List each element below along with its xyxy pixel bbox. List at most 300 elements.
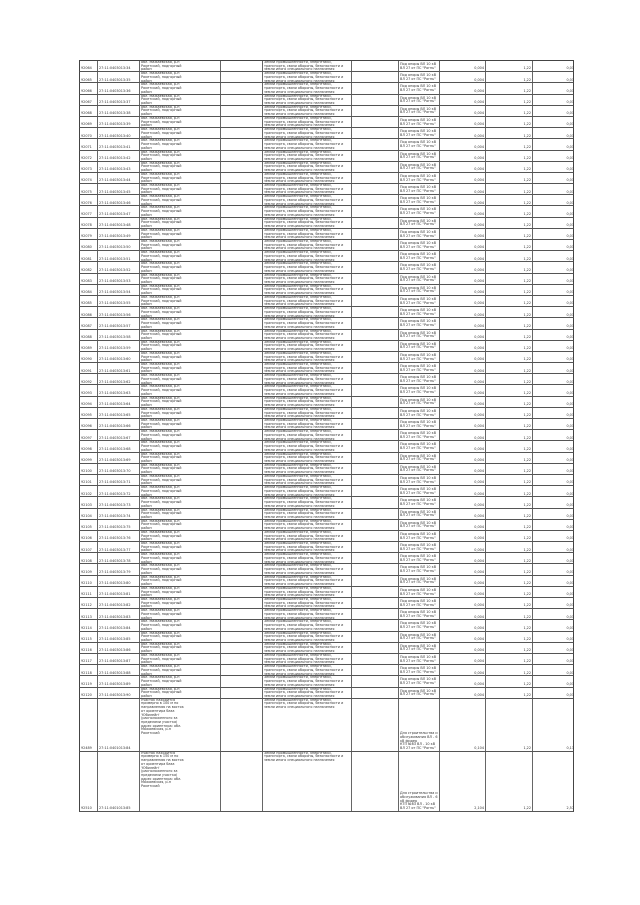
price-cell-line: 1,22 [523, 334, 531, 339]
land-category-cell [263, 497, 352, 507]
permitted-use-cell-line: Под опоры ВЛ 10 кВ [400, 464, 437, 469]
permitted-use-cell [399, 374, 440, 384]
total-cell-line: 0,01 [566, 155, 574, 160]
total-cell [533, 151, 575, 161]
land-category-cell [263, 475, 352, 485]
total-cell [533, 195, 575, 205]
location-cell-line: обл. Мажаевская, р-н [141, 586, 180, 590]
total-cell [533, 352, 575, 362]
location-cell-line: район [141, 526, 152, 530]
location-cell-line: район [141, 604, 152, 609]
price-cell [486, 408, 533, 418]
location-cell-line: Ракетский, подгорный [141, 197, 182, 202]
location-cell-line: обл. Мажаевская, р-н [141, 262, 180, 266]
blank-cell [352, 262, 399, 272]
price-cell [486, 699, 533, 751]
permitted-use-cell [399, 385, 440, 395]
land-category-cell [263, 341, 352, 351]
table-row [79, 307, 574, 318]
cadastral-number [98, 296, 140, 306]
row-number-line: 92092 [81, 379, 92, 384]
total-cell-line: 0,01 [566, 234, 574, 239]
area-cell-line: 0,004 [474, 267, 484, 272]
cadastral-number-line: 27:11:0403013:60 [99, 357, 131, 362]
blank-cell [221, 296, 263, 306]
blank-cell [352, 430, 399, 440]
permitted-use-cell [399, 509, 440, 519]
row-number [80, 752, 98, 811]
location-cell [140, 240, 221, 250]
location-cell [140, 509, 221, 519]
cadastral-number-line: 27:11:0403013:75 [99, 525, 131, 530]
location-cell-line: район [141, 313, 152, 318]
area-cell-line: 0,004 [474, 77, 484, 82]
land-category-cell-line: транспорта, связи обороны, безопасности и [264, 220, 344, 225]
area-cell-line: 0,004 [474, 223, 484, 228]
area-cell [440, 564, 486, 574]
total-cell [533, 139, 575, 149]
blank-cell [352, 240, 399, 250]
blank-cell [221, 195, 263, 205]
cadastral-number-line: 27:11:0403013:44 [99, 178, 131, 183]
area-cell [440, 397, 486, 407]
location-cell-line: район [141, 380, 152, 385]
permitted-use-cell [399, 497, 440, 507]
location-cell-line: район [141, 492, 152, 497]
cadastral-number [98, 83, 140, 93]
price-cell-line: 1,22 [523, 323, 531, 328]
area-cell-line: 0,004 [474, 480, 484, 485]
permitted-use-cell [399, 654, 440, 664]
blank-cell [352, 598, 399, 608]
cadastral-number-line: 27:11:0403013:70 [99, 469, 131, 474]
permitted-use-cell [399, 676, 440, 686]
area-cell [440, 688, 486, 698]
location-cell-line: обл. Мажаевская, р-н [141, 139, 180, 143]
area-cell [440, 83, 486, 93]
permitted-use-cell-line: ВЛ 27 от ПС "Рогнь" [400, 468, 436, 473]
table-row [79, 419, 574, 430]
permitted-use-cell-line: Под опоры ВЛ 10 кВ [400, 543, 437, 548]
price-cell [486, 430, 533, 440]
location-cell-line: район [141, 470, 152, 474]
row-number-line: 92074 [81, 178, 92, 183]
cadastral-number [98, 576, 140, 586]
blank-cell [221, 441, 263, 451]
area-cell-line: 0,004 [474, 234, 484, 239]
row-number [80, 218, 98, 228]
price-cell-line: 1,22 [523, 469, 531, 474]
land-category-cell-line: земли иного специального назначения [264, 593, 335, 597]
permitted-use-cell-line: ВЛ 27 от ПС "Рогнь" [400, 99, 436, 104]
land-category-cell-line: земли иного специального назначения [264, 436, 335, 441]
row-number-line: 92510 [81, 805, 92, 810]
area-cell-line: 0,004 [474, 625, 484, 630]
permitted-use-cell [399, 486, 440, 496]
cadastral-number [98, 330, 140, 340]
cadastral-number [98, 509, 140, 519]
blank-cell [352, 419, 399, 429]
price-cell-line: 1,22 [523, 402, 531, 407]
area-cell-line: 0,004 [474, 435, 484, 440]
location-cell-line: район [141, 548, 152, 553]
row-number-line: 92109 [81, 569, 92, 574]
area-cell-line: 0,004 [474, 66, 484, 71]
location-cell-line: Ракетский, подгорный [141, 455, 182, 460]
total-cell-line: 0,01 [566, 491, 574, 496]
location-cell-line: обл. Мажаевская, р-н [141, 318, 180, 322]
price-cell [486, 609, 533, 619]
cadastral-number-line: 27:11:0403013:46 [99, 200, 131, 205]
cadastral-number-line: 27:11:0403013:62 [99, 379, 131, 384]
blank-cell [221, 363, 263, 373]
location-cell-line: обл. Мажаевская, р-н [141, 419, 180, 422]
land-category-cell [263, 61, 352, 71]
permitted-use-cell-line: ВЛ 27 от ПС "Рогнь" [400, 434, 436, 439]
blank-cell [352, 475, 399, 485]
permitted-use-cell-line: ВЛ 27 от ПС "Рогнь" [400, 602, 436, 607]
blank-cell [352, 128, 399, 138]
land-category-cell-line: земли иного специального назначения [264, 582, 335, 586]
price-cell-line: 1,22 [523, 625, 531, 630]
location-cell-line: район [141, 649, 152, 653]
land-category-cell-line: транспорта, связи обороны, безопасности и [264, 130, 344, 135]
price-cell-line: 1,22 [523, 569, 531, 574]
permitted-use-cell-line: КТП №63 ВЛ - 10 кВ [400, 742, 436, 747]
permitted-use-cell-line: Под опоры ВЛ 10 кВ [400, 610, 437, 615]
permitted-use-cell-line: ВЛ 27 от ПС "Рогнь" [400, 613, 436, 618]
location-cell-line: район [141, 391, 152, 396]
land-category-cell [263, 643, 352, 653]
cadastral-number [98, 240, 140, 250]
land-category-cell-line: земли иного специального назначения [264, 168, 335, 172]
location-cell-line: Ракетский, подгорный [141, 265, 182, 270]
area-cell-line: 0,004 [474, 536, 484, 541]
row-number-line: 92114 [81, 625, 92, 630]
blank-cell [352, 643, 399, 653]
land-category-cell-line: транспорта, связи обороны, безопасности и [264, 253, 344, 258]
permitted-use-cell-line: Под опоры ВЛ 10 кВ [400, 654, 437, 659]
area-cell-line: 0,004 [474, 614, 484, 619]
permitted-use-cell [399, 262, 440, 272]
row-number [80, 285, 98, 295]
blank-cell [352, 632, 399, 642]
area-cell [440, 262, 486, 272]
location-cell-line: район [141, 302, 152, 307]
land-category-cell-line: земли иного специального назначения [264, 246, 335, 251]
location-cell-line: район [141, 291, 152, 295]
total-cell [533, 475, 575, 485]
area-cell-line: 0,004 [474, 256, 484, 261]
permitted-use-cell-line: ВЛ 27 от ПС "Рогнь" [400, 390, 436, 395]
total-cell-line: 0,01 [566, 424, 574, 429]
blank-cell [352, 752, 399, 811]
area-cell [440, 430, 486, 440]
permitted-use-cell-line: Под опоры ВЛ 10 кВ [400, 643, 437, 648]
permitted-use-cell-line: ВЛ 27 от ПС "Рогнь" [400, 513, 436, 518]
land-category-cell-line: Земли промышленности, энергетики, [264, 83, 332, 87]
permitted-use-cell [399, 341, 440, 351]
blank-cell [352, 330, 399, 340]
blank-cell [221, 307, 263, 317]
total-cell-line: 0,01 [566, 279, 574, 284]
cadastral-number [98, 173, 140, 183]
land-category-cell-line: транспорта, связи обороны, безопасности и [264, 186, 344, 191]
total-cell-line: 0,01 [566, 267, 574, 272]
price-cell-line: 1,22 [523, 413, 531, 418]
row-number [80, 307, 98, 317]
location-cell-line: обл. Мажаевская, р-н [141, 452, 180, 456]
row-number [80, 609, 98, 619]
land-category-cell-line: Земли промышленности, энергетики, [264, 463, 332, 467]
row-number [80, 475, 98, 485]
price-cell [486, 397, 533, 407]
land-category-cell-line: Земли промышленности, энергетики, [264, 295, 332, 299]
total-cell [533, 699, 575, 751]
location-cell-line: Ракетский, подгорный [141, 376, 182, 381]
permitted-use-cell-line: Под опоры ВЛ 10 кВ [400, 408, 437, 413]
permitted-use-cell [399, 206, 440, 216]
row-number-line: 92091 [81, 368, 92, 373]
location-cell-line: район [141, 671, 152, 676]
location-cell [140, 453, 221, 463]
row-number-line: 92064 [81, 66, 92, 71]
blank-cell [221, 665, 263, 675]
row-number-line: 92102 [81, 491, 92, 496]
cadastral-number-line: 27:11:0403013:71 [99, 480, 131, 485]
land-category-cell-line: Земли промышленности, энергетики, [264, 72, 332, 76]
area-cell-line: 0,004 [474, 357, 484, 362]
location-cell-line: район [141, 626, 152, 631]
table-row [79, 643, 574, 654]
cadastral-number [98, 341, 140, 351]
land-category-cell-line: Земли промышленности, энергетики, [264, 105, 332, 109]
location-cell-line: Ракетский, подгорный [141, 466, 182, 471]
land-category-cell-line: Земли промышленности, энергетики, [264, 128, 332, 132]
row-number [80, 688, 98, 698]
permitted-use-cell-line: Под опоры ВЛ 10 кВ [400, 117, 437, 122]
price-cell [486, 486, 533, 496]
land-category-cell-line: транспорта, связи обороны, безопасности и [264, 399, 344, 404]
land-category-cell-line: Земли промышленности, энергетики, [264, 94, 332, 98]
row-number-line: 92084 [81, 290, 92, 295]
cadastral-number [98, 654, 140, 664]
area-cell [440, 296, 486, 306]
price-cell [486, 128, 533, 138]
area-cell-line: 0,004 [474, 111, 484, 116]
price-cell-line: 1,22 [523, 648, 531, 653]
price-cell-line: 1,22 [523, 312, 531, 317]
land-category-cell [263, 240, 352, 250]
location-cell-line: Участок находится [141, 698, 175, 702]
location-cell-line: Ракетский, подгорный [141, 600, 182, 605]
location-cell-line: Участок находится [141, 751, 175, 755]
cadastral-number-line: 27:11:0403013:55 [99, 301, 131, 306]
location-cell-line: район [141, 246, 152, 251]
blank-cell [221, 251, 263, 261]
area-cell [440, 486, 486, 496]
total-cell-line: 0,01 [566, 111, 574, 116]
land-category-cell-line: земли иного специального назначения [264, 403, 335, 407]
area-cell [440, 665, 486, 675]
permitted-use-cell [399, 296, 440, 306]
permitted-use-cell-line: ВЛ 27 от ПС "Рогнь" [400, 278, 436, 283]
price-cell [486, 676, 533, 686]
table-row [79, 654, 574, 665]
row-number-line: 92119 [81, 681, 92, 686]
price-cell-line: 1,22 [523, 637, 531, 642]
price-cell [486, 262, 533, 272]
permitted-use-cell [399, 699, 440, 751]
total-cell-line: 2,57 [566, 805, 574, 810]
land-category-cell [263, 598, 352, 608]
price-cell [486, 72, 533, 82]
location-cell [140, 139, 221, 149]
area-cell [440, 609, 486, 619]
cadastral-number-line: 27:11:0403013:84 [99, 625, 131, 630]
location-cell-line: Ракетский, подгорный [141, 679, 182, 684]
permitted-use-cell-line: Под опоры ВЛ 10 кВ [400, 420, 437, 424]
permitted-use-cell [399, 408, 440, 418]
cadastral-number [98, 676, 140, 686]
total-cell [533, 318, 575, 328]
total-cell [533, 752, 575, 811]
price-cell [486, 307, 533, 317]
permitted-use-cell [399, 441, 440, 451]
location-cell [140, 374, 221, 384]
land-category-cell-line: земли иного специального назначения [264, 537, 335, 542]
area-cell-line: 0,004 [474, 211, 484, 216]
land-category-cell-line: транспорта, связи обороны, безопасности и [264, 567, 344, 572]
total-cell-line: 0,01 [566, 88, 574, 93]
location-cell-line: район [141, 570, 152, 575]
location-cell-line: обл. Мажаевская, р-н [141, 609, 180, 613]
land-category-cell-line: Земли промышленности, энергетики, [264, 396, 332, 400]
land-category-cell-line: Земли промышленности, энергетики, [264, 497, 332, 501]
land-category-cell-line: земли иного специального назначения [264, 548, 335, 553]
cadastral-number [98, 318, 140, 328]
land-category-cell [263, 397, 352, 407]
location-cell-line: обл. Мажаевская, р-н [141, 172, 180, 176]
cadastral-number [98, 262, 140, 272]
location-cell-line: обл. Мажаевская, р-н [141, 385, 180, 389]
permitted-use-cell [399, 72, 440, 82]
area-cell-line: 0,004 [474, 637, 484, 642]
total-cell [533, 95, 575, 105]
blank-cell [352, 408, 399, 418]
total-cell [533, 61, 575, 71]
permitted-use-cell-line: Под опоры ВЛ 10 кВ [400, 397, 437, 402]
land-category-cell-line: Земли промышленности, энергетики, [264, 441, 332, 445]
cadastral-number [98, 95, 140, 105]
permitted-use-cell [399, 195, 440, 205]
permitted-use-cell [399, 162, 440, 172]
permitted-use-cell-line: ВЛ 27 от ПС "Рогнь" [400, 300, 436, 305]
area-cell [440, 274, 486, 284]
location-cell-line: район [141, 145, 152, 150]
row-number-line: 92106 [81, 536, 92, 541]
land-category-cell-line: транспорта, связи обороны, безопасности и [264, 589, 344, 594]
location-cell-line: обл. Мажаевская, р-н [141, 687, 180, 691]
table-row [79, 665, 574, 676]
table-row [79, 397, 574, 408]
location-cell [140, 475, 221, 485]
location-cell-line: Ракетский, подгорный [141, 343, 182, 348]
permitted-use-cell-line: Под опоры ВЛ 10 кВ [400, 487, 437, 492]
row-number-line: 92116 [81, 648, 92, 653]
cadastral-number [98, 352, 140, 362]
location-cell-line: район [141, 134, 152, 139]
total-cell-line: 0,01 [566, 525, 574, 530]
location-cell-line: обл. Мажаевская, р-н [141, 676, 180, 680]
cadastral-number-line: 27:11:0403013:56 [99, 312, 131, 317]
blank-cell [352, 218, 399, 228]
location-cell [140, 218, 221, 228]
land-category-cell-line: транспорта, связи обороны, безопасности и [264, 74, 344, 79]
permitted-use-cell-line: ВЛ 27 от ПС "Рогнь" [400, 311, 436, 316]
land-category-cell [263, 676, 352, 686]
area-cell [440, 240, 486, 250]
permitted-use-cell-line: Под опоры ВЛ 10 кВ [400, 296, 437, 301]
permitted-use-cell-line: ВЛ 27 от ПС "Рогнь" [400, 412, 436, 417]
location-cell-line: Мажаевская, р-н [141, 727, 171, 732]
land-category-cell [263, 318, 352, 328]
location-cell [140, 620, 221, 630]
location-cell [140, 654, 221, 664]
location-cell-line: обл. Мажаевская, р-н [141, 105, 180, 109]
land-category-cell-line: Земли промышленности, энергетики, [264, 273, 332, 277]
location-cell-line: обл. Мажаевская, р-н [141, 653, 180, 657]
cadastral-number [98, 441, 140, 451]
land-category-cell [263, 632, 352, 642]
land-category-cell-line: Земли промышленности, энергетики, [264, 698, 332, 702]
land-category-cell [263, 307, 352, 317]
area-cell [440, 128, 486, 138]
cadastral-number-line: 27:11:0403013:59 [99, 346, 131, 351]
price-cell-line: 1,22 [523, 681, 531, 686]
location-cell [140, 318, 221, 328]
blank-cell [221, 173, 263, 183]
area-cell [440, 318, 486, 328]
location-cell-line: обл. Мажаевская, р-н [141, 228, 180, 232]
land-category-cell-line: Земли промышленности, энергетики, [264, 530, 332, 534]
blank-cell [352, 139, 399, 149]
location-cell-line: пределами участка) [141, 719, 178, 724]
cadastral-number [98, 553, 140, 563]
row-number-line: 92093 [81, 390, 92, 395]
row-number [80, 72, 98, 82]
land-category-cell [263, 274, 352, 284]
area-cell-line: 0,004 [474, 670, 484, 675]
permitted-use-cell-line: Под опоры ВЛ 10 кВ [400, 129, 437, 134]
location-cell-line: адрес ориентира: обл. [141, 776, 182, 781]
location-cell-line: Ракетский, подгорный [141, 589, 182, 594]
land-category-cell-line: Земли промышленности, энергетики, [264, 385, 332, 389]
location-cell [140, 352, 221, 362]
land-category-cell [263, 251, 352, 261]
land-category-cell-line: земли иного специального назначения [264, 100, 335, 105]
price-cell-line: 1,22 [523, 458, 531, 463]
table-row [79, 486, 574, 497]
location-cell-line: обл. Мажаевская, р-н [141, 553, 180, 557]
land-category-cell [263, 453, 352, 463]
cadastral-number [98, 139, 140, 149]
location-cell-line: Ракетский, подгорный [141, 645, 182, 650]
location-cell-line: обл. Мажаевская, р-н [141, 363, 180, 367]
location-cell-line: Ракетский, подгорный [141, 220, 182, 225]
row-number-line: 92110 [81, 581, 92, 586]
location-cell-line: обл. Мажаевская, р-н [141, 116, 180, 120]
